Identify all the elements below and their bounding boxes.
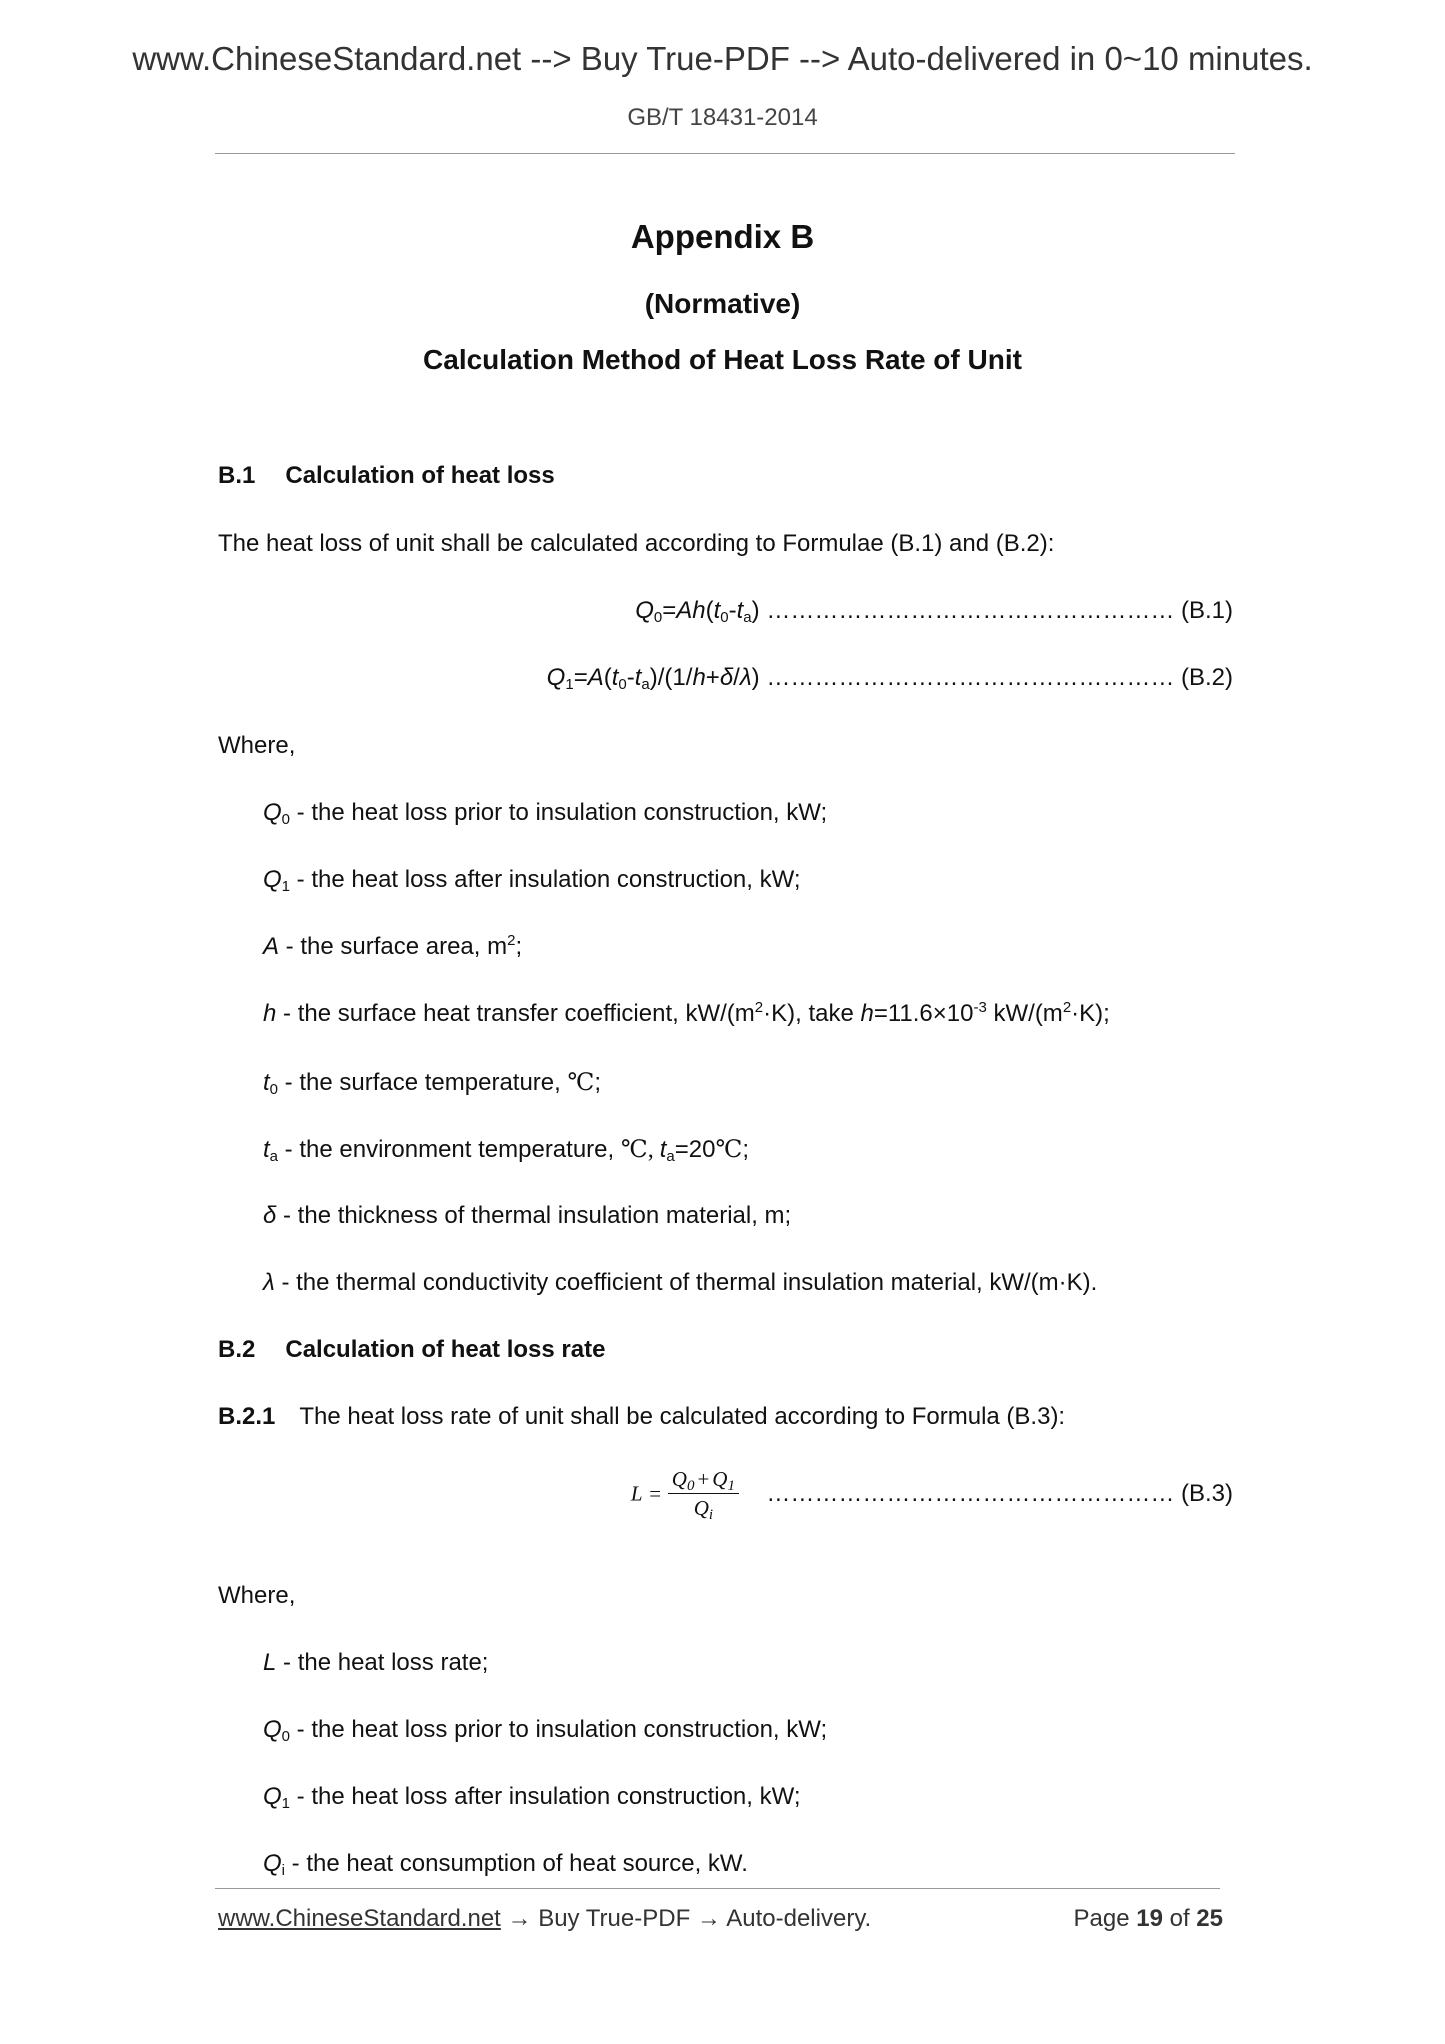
formula-label: (B.2) — [1180, 664, 1233, 691]
var-l: L — [630, 1481, 643, 1506]
definition-delta — [263, 1202, 791, 1230]
definition-qi — [263, 1850, 748, 1878]
definition-t0 — [263, 1068, 601, 1097]
definition-text: - the heat loss rate; — [276, 1649, 489, 1676]
sub: 0 — [269, 1081, 279, 1098]
formula-b2 — [547, 664, 1233, 692]
definition-text: ·K), take — [763, 1000, 861, 1027]
symbol: t — [263, 1136, 270, 1163]
definition-text: ·K); — [1071, 1000, 1110, 1027]
sub: 1 — [281, 878, 291, 895]
var-q: Q — [635, 597, 654, 624]
where-label: Where, — [218, 1582, 296, 1609]
clause-b21 — [218, 1403, 1065, 1431]
document-title: Calculation Method of Heat Loss Rate of Unit — [423, 344, 1022, 375]
unit: ℃ — [620, 1137, 648, 1163]
definition-text: - the heat loss after insulation construction, kW; — [290, 866, 801, 893]
definition-text: - the thermal conductivity coefficient of thermal insulation material, kW/(m·K). — [274, 1269, 1098, 1296]
var-lambda: λ — [739, 664, 752, 691]
var-q: Q — [693, 1496, 709, 1520]
page-current: 19 — [1136, 1905, 1163, 1932]
clause-text: The heat loss rate of unit shall be calculated according to Formula (B.3): — [299, 1403, 1066, 1430]
section-b2-heading — [218, 1336, 605, 1364]
unit: ℃ — [715, 1137, 743, 1163]
footer-auto: Auto-delivery. — [726, 1905, 872, 1932]
symbol: t — [659, 1136, 667, 1163]
header-divider — [215, 153, 1235, 154]
sub: 0 — [653, 609, 663, 626]
definition-text: ; — [515, 933, 523, 960]
symbol: h — [860, 1000, 874, 1027]
leader-dots: …………………………………………… — [766, 1480, 1175, 1507]
formula-label: (B.1) — [1180, 597, 1233, 624]
sub: 0 — [618, 676, 627, 693]
section-title: Calculation of heat loss rate — [285, 1336, 606, 1363]
paren: ( — [705, 597, 714, 624]
sub: 1 — [727, 1478, 735, 1494]
page-total: 25 — [1196, 1905, 1223, 1932]
sub: a — [743, 609, 752, 626]
definition-text: =11.6×10 — [873, 1000, 974, 1027]
paren: ) — [751, 664, 760, 691]
of-label: of — [1169, 1905, 1190, 1932]
definition-text: - the surface heat transfer coefficient, kW/(m — [276, 1000, 755, 1027]
symbol: λ — [263, 1269, 275, 1296]
footer-divider — [215, 1888, 1220, 1889]
var-q: Q — [712, 1467, 728, 1491]
sub: 1 — [281, 1795, 291, 1812]
definition-text: =20 — [674, 1136, 716, 1163]
symbol: Q — [263, 1783, 282, 1810]
var-q: Q — [671, 1467, 687, 1491]
definition-q0 — [263, 1716, 827, 1744]
standard-number: GB/T 18431-2014 — [627, 104, 818, 131]
definition-text: - the environment temperature, — [278, 1136, 621, 1163]
definition-ta — [263, 1135, 749, 1164]
definition-text: - the heat loss prior to insulation construction, kW; — [290, 799, 828, 826]
section-number: B.1 — [218, 462, 256, 489]
equals: = — [573, 664, 588, 691]
definition-text: ; — [594, 1069, 602, 1096]
definition-l — [263, 1649, 488, 1677]
sup: 2 — [1062, 999, 1072, 1016]
var-h: h — [692, 664, 706, 691]
sub: 0 — [281, 1728, 291, 1745]
normative-label: (Normative) — [644, 288, 801, 319]
plus: + — [705, 664, 720, 691]
sub: 0 — [720, 609, 729, 626]
footer-buy: Buy True-PDF — [538, 1905, 691, 1932]
page-indicator — [1074, 1905, 1224, 1933]
sub: a — [666, 1148, 675, 1165]
formula-b1 — [635, 597, 1233, 625]
section-number: B.2 — [218, 1336, 256, 1363]
clause-number: B.2.1 — [218, 1403, 276, 1430]
section-b1-heading — [218, 462, 555, 490]
footer-left — [218, 1905, 871, 1933]
definition-text: - the heat loss prior to insulation construction, kW; — [290, 1716, 828, 1743]
footer-site-link[interactable]: www.ChineseStandard.net — [218, 1905, 501, 1932]
definition-a — [263, 933, 522, 961]
arrow: → — [690, 1905, 727, 1932]
paren: ) — [649, 664, 658, 691]
var-q: Q — [546, 664, 566, 691]
definition-q0 — [263, 799, 827, 827]
equals: = — [649, 1481, 662, 1506]
text: /(1/ — [657, 664, 693, 691]
separator: , — [647, 1137, 660, 1163]
paren: ( — [603, 664, 612, 691]
fraction — [668, 1467, 739, 1521]
sup: -3 — [973, 999, 987, 1016]
denominator — [668, 1494, 739, 1521]
definition-text: - the surface area, m — [279, 933, 508, 960]
symbol: Q — [263, 866, 282, 893]
definition-text: - the heat consumption of heat source, kW. — [285, 1850, 748, 1877]
plus: + — [697, 1467, 710, 1491]
symbol: Q — [263, 799, 282, 826]
unit: ℃ — [567, 1070, 595, 1096]
definition-q1 — [263, 1783, 800, 1811]
var-a: A — [587, 664, 604, 691]
sup: 2 — [507, 932, 516, 949]
section-b1-intro: The heat loss of unit shall be calculated according to Formulae (B.1) and (B.2): — [218, 530, 1055, 557]
paren: ) — [751, 597, 760, 624]
symbol: L — [263, 1649, 277, 1676]
sub: a — [641, 676, 650, 693]
definition-text: - the thickness of thermal insulation material, m; — [276, 1202, 792, 1229]
where-label: Where, — [218, 732, 296, 759]
symbol: t — [263, 1069, 270, 1096]
leader-dots: …………………………………………… — [766, 597, 1175, 624]
sub: i — [708, 1507, 714, 1523]
definition-text: ; — [742, 1136, 749, 1163]
var-t: t — [713, 597, 721, 624]
definition-text: kW/(m — [986, 1000, 1063, 1027]
symbol: Q — [263, 1716, 282, 1743]
slash: / — [733, 664, 740, 691]
arrow: → — [500, 1905, 539, 1932]
var-t: t — [736, 597, 744, 624]
sub: a — [269, 1148, 279, 1165]
sub: 1 — [565, 676, 574, 693]
var-a: A — [676, 597, 693, 624]
var-h: h — [692, 597, 706, 624]
definition-text: - the surface temperature, — [278, 1069, 568, 1096]
var-t: t — [634, 664, 642, 691]
formula-b3 — [631, 1467, 1233, 1521]
sub: i — [281, 1862, 286, 1879]
minus: - — [626, 664, 635, 691]
sub: 0 — [686, 1478, 695, 1494]
symbol: A — [263, 933, 280, 960]
definition-text: - the heat loss after insulation construction, kW; — [290, 1783, 801, 1810]
symbol: Q — [263, 1850, 282, 1877]
leader-dots: …………………………………………… — [766, 664, 1175, 691]
var-delta: δ — [719, 664, 734, 691]
minus: - — [728, 597, 737, 624]
definition-h — [263, 1000, 1110, 1028]
sup: 2 — [754, 999, 764, 1016]
symbol: h — [263, 1000, 277, 1027]
sub: 0 — [281, 811, 291, 828]
symbol: δ — [263, 1202, 277, 1229]
definition-q1 — [263, 866, 800, 894]
site-banner: www.ChineseStandard.net --> Buy True-PDF --> Auto-delivered in 0~10 minutes. — [132, 40, 1313, 77]
numerator — [668, 1467, 739, 1494]
appendix-title: Appendix B — [630, 218, 815, 255]
formula-label: (B.3) — [1180, 1480, 1233, 1507]
definition-lambda — [263, 1269, 1097, 1297]
equals: = — [662, 597, 677, 624]
var-t: t — [611, 664, 619, 691]
section-title: Calculation of heat loss — [285, 462, 555, 489]
page-label: Page — [1073, 1905, 1130, 1932]
